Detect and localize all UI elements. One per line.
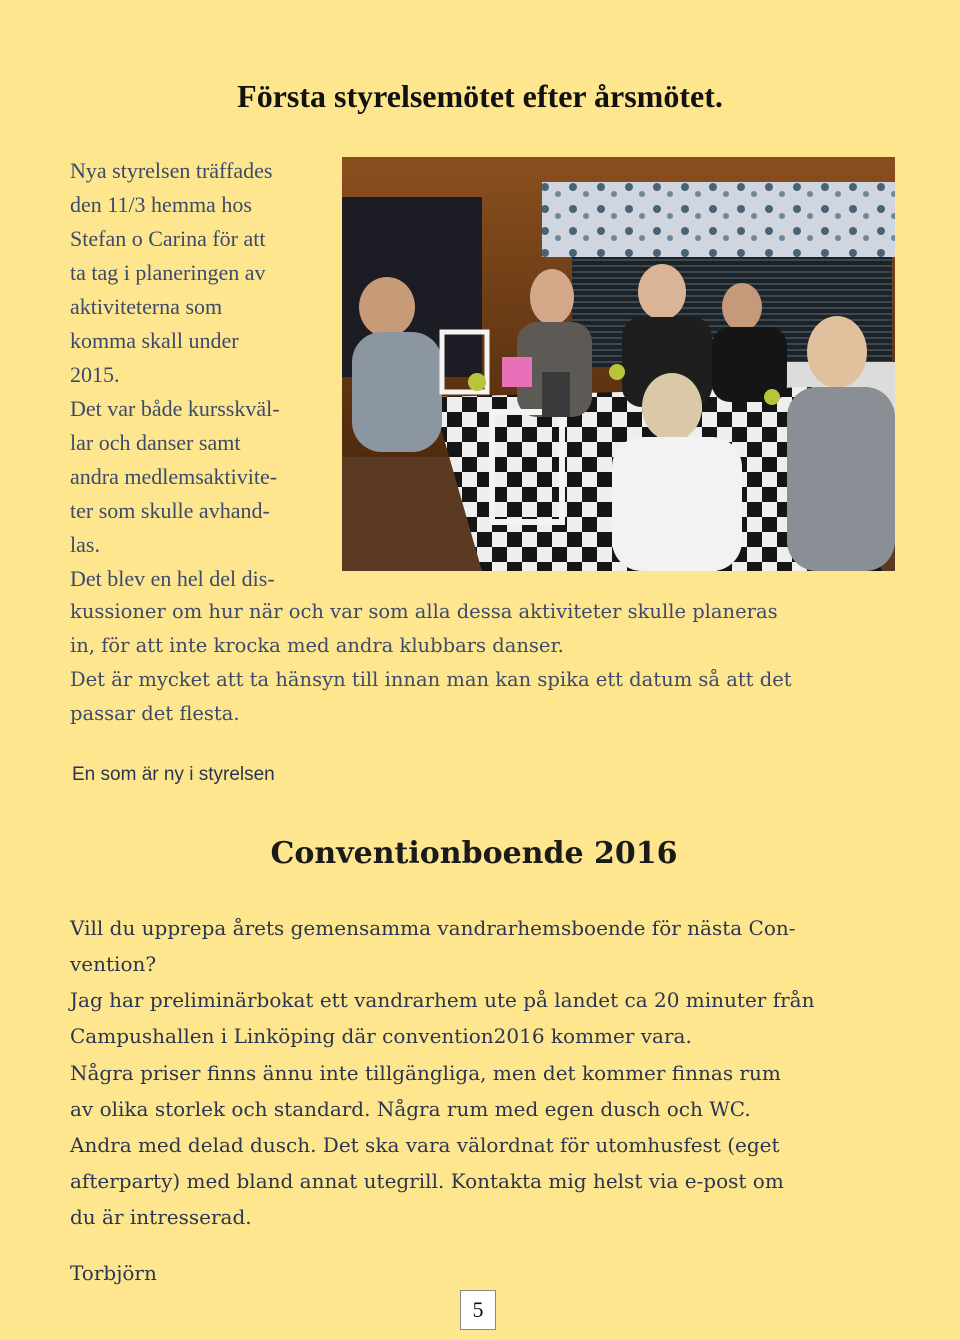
text-line: las. xyxy=(70,532,100,557)
text-line: afterparty) med bland annat utegrill. Kontakta mig helst via e-post om xyxy=(70,1169,784,1193)
text-line: Andra med delad dusch. Det ska vara välordnat för utomhusfest (eget xyxy=(70,1133,780,1157)
text-line: av olika storlek och standard. Några rum med egen dusch och WC. xyxy=(70,1097,751,1121)
page-number: 5 xyxy=(460,1290,496,1330)
text-line: Det blev en hel del dis- xyxy=(70,566,275,591)
text-line: du är intresserad. xyxy=(70,1205,252,1229)
text-line: in, för att inte krocka med andra klubbars danser. xyxy=(70,634,564,657)
text-line: Campushallen i Linköping där convention2016 kommer vara. xyxy=(70,1024,692,1048)
text-line: Jag har preliminärbokat ett vandrarhem ute på landet ca 20 minuter från xyxy=(70,988,815,1012)
section-title: Conventionboende 2016 xyxy=(270,836,678,871)
text-line: aktiviteterna som xyxy=(70,294,223,319)
text-line: Det är mycket att ta hänsyn till innan man kan spika ett datum så att det xyxy=(70,668,792,691)
text-line: ta tag i planeringen av xyxy=(70,260,266,285)
article-title: Första styrelsemötet efter årsmötet. xyxy=(237,78,723,114)
text-line: passar det flesta. xyxy=(70,702,240,725)
text-line: Vill du upprepa årets gemensamma vandrarhemsboende för nästa Con- xyxy=(70,916,796,940)
author-signature: Torbjörn xyxy=(70,1261,157,1285)
text-line: komma skall under xyxy=(70,328,239,353)
text-line: Det var både kursskväl- xyxy=(70,396,280,421)
text-line: kussioner om hur när och var som alla dessa aktiviteter skulle planeras xyxy=(70,600,778,623)
text-line: Nya styrelsen träffades xyxy=(70,158,273,183)
text-line: vention? xyxy=(70,952,157,976)
text-line: andra medlemsaktivite- xyxy=(70,464,278,489)
text-line: den 11/3 hemma hos xyxy=(70,192,252,217)
text-line: ter som skulle avhand- xyxy=(70,498,270,523)
meeting-photo xyxy=(342,157,895,571)
article-signature: En som är ny i styrelsen xyxy=(72,764,275,785)
text-line: 2015. xyxy=(70,362,120,387)
text-line: lar och danser samt xyxy=(70,430,241,455)
text-line: Stefan o Carina för att xyxy=(70,226,266,251)
text-line: Några priser finns ännu inte tillgängliga, men det kommer finnas rum xyxy=(70,1061,781,1085)
